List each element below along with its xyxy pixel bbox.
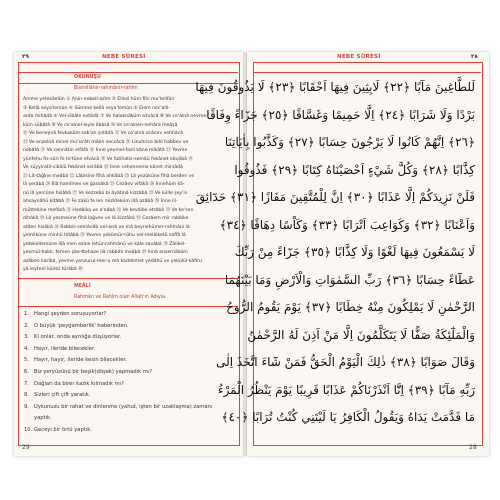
meal-item-text: Hayır, ileride bilecekler. [34, 345, 96, 352]
arabic-line: بَرْدًا وَلَا شَرَابًا ﴿٢٤﴾ اِلَّا حَمِيمًا وَغَسَّاقًا ﴿٢٥﴾ جَزَٓاءً وِفَاقًا [206, 107, 475, 122]
meal-item [24, 311, 234, 317]
transliteration-line: azâben karîbâ, yevme yenzurul-mer-u mâ kaddemet yedâhü ve yekûlül-kâfiru [23, 258, 202, 264]
meal-item [24, 427, 234, 433]
transliteration-line: lâ şerâbâ ㉔ İllâ hamîmev ve ğassâkâ ㉕ Cezâev vifâkâ ㉖ İnnehüm kâ- [23, 182, 185, 187]
meal-item-number: 1. [24, 311, 29, 317]
right-page [195, 52, 489, 456]
arabic-line: وَقَالَ صَوَابًا ﴿٣٨﴾ ذٰلِكَ الْيَوْمُ الْحَقُّ فَمَنْ شَٓاءَ اتَّخَذَ اِلٰى [216, 355, 475, 369]
transliteration-line: ㉑ Lit-tâğîne meâbâ ㉒ Lâbisîne fîhâ ahkâbâ ㉓ Lâ yezûkûne fîhâ berden ve [23, 173, 195, 179]
meal-item-number: 6. [24, 369, 29, 375]
meal-item-number: 9. [24, 403, 29, 410]
arabic-line: لَلطَّاغِينَ مَآبًا ﴿٢٢﴾ لَابِثِينَ فِيهَا اَحْقَابًا ﴿٢٣﴾ لَا يَذُوقُونَ فِيهَا [195, 80, 475, 94]
transliteration-line: Amme yetesâelûn ① Anin-nebeil-azîm ② Ellezî hüm fîhi mu'telifûn [23, 97, 175, 102]
right-page-number: 28 [469, 444, 477, 451]
arabic-line: وَاَعْنَابًا ﴿٣٢﴾ وَكَوَاعِبَ اَتْرَابًا ﴿٣٣﴾ وَكَاْسًا دِهَاقًا ﴿٣٤﴾ [219, 217, 475, 232]
transliteration-line: Ve süyyiratil-cibâlü fekânet serâbâ ⑳ İnne cehenneme kânet mirsâdâ [23, 165, 183, 170]
meal-item [24, 369, 234, 375]
transliteration-line: atâen hisâbâ ㊱ Rabbis-semâvâti vel-ardı ve mâ beynehümer-rahmâni lâ [23, 224, 190, 230]
meal-basmala: Rahmân ve Rahîm olan Allah'ın Adıyla. [74, 295, 167, 300]
arabic-line: كِذَّابًا ﴿٢٨﴾ وَكُلَّ شَيْءٍ اَحْصَيْنَاهُ كِتَابًا ﴿٢٩﴾ فَذُوقُوا [234, 162, 475, 177]
meal-item-text: Biz yeryüzünü bir beşik(döşek) yapmadık mı? [34, 369, 152, 375]
meal-item-number: 3. [24, 334, 29, 341]
transliteration-line: ahsaynâhü kitâbâ ㉙ Fe zûkû fe len nezîdeküm illâ azâbâ ㉚ İnne lil- [23, 199, 178, 204]
meal-item-number: 4. [24, 345, 29, 352]
basmala-translit: Bismillâhir-rahmânir-rahîm [74, 86, 138, 91]
meal-item [24, 334, 234, 340]
meal-item [24, 404, 234, 410]
meal-item-number: 10. [24, 427, 33, 433]
meal-item-text: Hayır, hayır, ileride kesin bilecekler. [34, 357, 127, 364]
arabic-line: ﴿٢٦﴾ اِنَّهُمْ كَانُوا لَا يَرْجُونَ حِسَابًا ﴿٢٧﴾ وَكَذَّبُوا بِاٰيَاتِنَا [224, 135, 475, 149]
arabic-line: الرَّحْمٰنِ لَا يَمْلِكُونَ مِنْهُ خِطَابًا ﴿٣٧﴾ يَوْمَ يَقُومُ الرُّوحُ [226, 300, 475, 314]
meal-item [24, 381, 234, 387]
right-header-rule [254, 72, 481, 73]
transliteration-line: ⑪ Ve beneynâ fevkaküm seb'an şidâdâ ⑫ Ve ce'alnâ sirâcev vehhâcâ [23, 131, 184, 136]
arabic-line: مَا قَدَّمَتْ يَدَاهُ وَيَقُولُ الْكَافِرُ يَا لَيْتَنِي كُنْتُ تُرَابًا ﴿٤٠﴾ [221, 410, 475, 424]
arabic-line: رَبِّهِ مَآبًا ﴿٣٩﴾ اِنَّٓا اَنْذَرْنَاكُمْ عَذَابًا قَرِيبًا يَوْمَ يَنْظُرُ الْمَرْءُ [217, 382, 475, 397]
transliteration-line: nû lâ yercûne hisâbâ ㉗ Ve kezzebû bi âyâtinâ kizzâbâ ㉘ Ve külle şey'in [23, 190, 188, 196]
right-juz-number: ٢٨ [471, 54, 478, 60]
transliteration-line: yevmül-hakk, femen şâe-ttehaze ilâ rabbihî meâbâ ㊴ İnnâ enzernâküm [23, 250, 188, 255]
meal-item [24, 392, 234, 398]
arabic-line: فَلَنْ نَزِيدَكُمْ اِلَّا عَذَابًا ﴿٣٠﴾ اِنَّ لِلْمُتَّقِينَ مَفَازًا ﴿٣١﴾ حَدَٓائِقَ [195, 190, 475, 204]
meal-item-number: 5. [24, 357, 29, 364]
meal-item-text: Ki onlar, onda ayrılığa düşüyorlar. [34, 334, 122, 341]
right-surah-header: NEBE SÛRESİ [337, 54, 381, 60]
transliteration-line: arda mihâdâ ⑥ Vel-cibâle evtâdâ ⑦ Ve halaknâküm ezvâcâ ⑧ Ve ce'alnâ nevme- [23, 114, 208, 119]
arabic-line: عَطَٓاءً حِسَابًا ﴿٣٦﴾ رَبِّ السَّمٰوَاتِ وَالْاَرْضِ وَمَا بَيْنَهُمَا [224, 272, 475, 287]
meal-item-text: Dağları da birer kazık kılmadık mı? [34, 380, 124, 387]
left-meal-title-rule [19, 306, 238, 307]
meal-item [24, 357, 234, 363]
transliteration-line: dihâkâ ㉞ Lâ yesmeûne fîhâ lağvev ve lâ kizzâbâ ㉟ Cezâem mir rabbike [23, 216, 189, 221]
transliteration-line: yünfehu fis-sûri fe te'tûne efvâcâ ⑱ Ve futihatis-semâü fekânet ebvâbâ ⑲ [23, 156, 193, 162]
transliteration-line: küm sübâtâ ⑨ Ve ce'alnel-leyle libâsâ ⑩ Ve ce'alnen-nehâra meâşâ [23, 122, 178, 128]
left-juz-number: ٢٩ [22, 54, 29, 60]
meal-item-number: 2. [24, 322, 29, 329]
arabic-line: وَالْمَلٰٓئِكَةُ صَفًّا لَا يَتَكَلَّمُونَ اِلَّا مَنْ اَذِنَ لَهُ الرَّحْمٰنُ [247, 327, 475, 342]
arabic-line: لَا يَسْمَعُونَ فِيهَا لَغْوًا وَلَا كِذَّابًا ﴿٣٥﴾ جَزَٓاءً مِنْ رَبِّكَ [234, 245, 475, 259]
transliteration-line: yâ leytenî küntü türâbâ ㊵ [23, 267, 83, 272]
meal-item-text: O büyük 'peygamberlik' haberinden. [34, 322, 129, 329]
left-page-number: 29 [22, 444, 30, 451]
meal-item-number [24, 415, 34, 421]
left-meal-top-rule [19, 278, 238, 279]
meal-item-number: 7. [24, 380, 29, 387]
meal-item-text: Uykunuzu bir rahat ve dinlenme (yahut, işten bir uzaklaşma) zamanı [34, 403, 213, 410]
transliteration-line: yetekellemûne illâ men ezine lehür-rahmânü ve kâle savâbâ ㊳ Zâlikel- [23, 241, 187, 247]
meal-item-text: Sizleri çift çift yaratık. [34, 392, 91, 399]
left-surah-header: NEBE SÛRESİ [102, 54, 146, 60]
okunusu-title: OKUNUŞU [74, 75, 101, 80]
meal-item [24, 415, 234, 421]
meal-item-text: Geceyi bir örtü yaptık. [34, 427, 92, 433]
transliteration-line: ③ Kellâ seya'lemûn ④ Sümme kellâ seya'lemûn ⑤ Elem nec'alil- [23, 105, 170, 111]
transliteration-line: ⑬ Ve enzelnâ minel mu'sırâti mâen seccâcâ ⑭ Linuhrice bihî habbev ve [23, 139, 189, 145]
meal-title: MEÂLİ [74, 284, 91, 289]
transliteration-line: yemlikûne minhü hitâbâ ㊲ Yevme yekûmür-rûhu vel-melâiketü saffâ lâ [23, 233, 186, 238]
left-header-rule [19, 72, 238, 73]
meal-item [24, 346, 234, 352]
meal-item [24, 323, 234, 329]
transliteration-line: müttekîne mefâzâ ㉛ Hadâika ve a'nâbâ ㉜ Ve kevâibe etrâbâ ㉝ Ve ke'sen [23, 207, 194, 213]
meal-item-text: Hangi şeyden soruşuyorlar? [34, 311, 107, 317]
meal-item-number: 8. [24, 392, 29, 399]
transliteration-line: nebâtâ ⑮ Ve cennâtin elfâfâ ⑯ İnne yevmel-fasli kâne mîkâtâ ⑰ Yevme [23, 148, 188, 153]
meal-item-text: yaptık. [34, 415, 52, 422]
